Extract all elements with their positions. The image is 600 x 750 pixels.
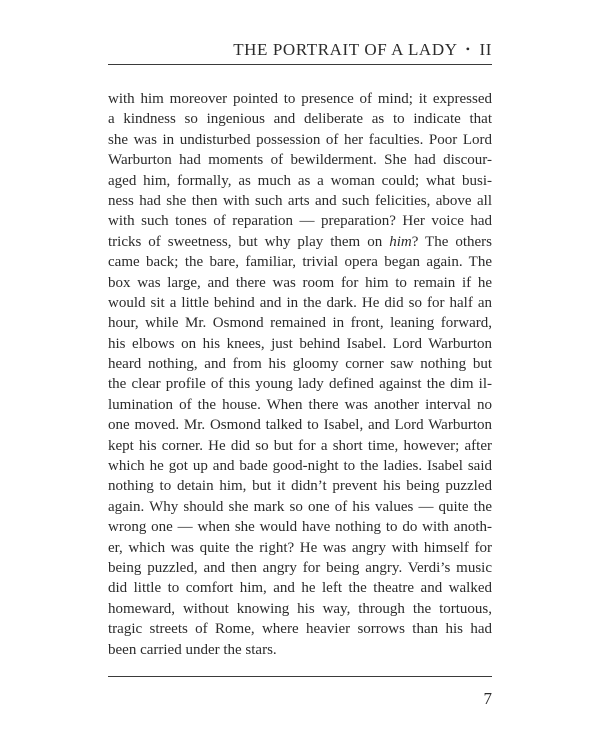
text-line: she was in undisturbed possession of her faculties. Poor Lord xyxy=(108,131,492,148)
text-line: a kindness so ingenious and deliberate as to indicate that xyxy=(108,111,492,128)
text-line: being puzzled, and then angry for being angry. Verdi’s music xyxy=(108,559,492,576)
text-line: the clear profile of this young lady defined against the dim il- xyxy=(108,376,492,393)
text-line: ness had she then with such arts and such felicities, above all xyxy=(108,192,492,209)
emphasized-word: him xyxy=(389,233,412,250)
page-number: 7 xyxy=(483,689,492,708)
running-header xyxy=(108,38,492,62)
text-line: heard nothing, and from his gloomy corner saw nothing but xyxy=(108,356,492,373)
text-line: one moved. Mr. Osmond talked to Isabel, and Lord Warburton xyxy=(108,417,492,434)
text-line: with him moreover pointed to presence of mind; it expressed xyxy=(108,91,492,107)
text-line: tragic streets of Rome, where heavier sorrows than his had xyxy=(108,621,492,638)
header-rule xyxy=(108,64,492,65)
text-line: his elbows on his knees, just behind Isabel. Lord Warburton xyxy=(108,335,492,352)
text-line: hour, while Mr. Osmond remained in front, leaning forward, xyxy=(108,315,492,332)
text-line: again. Why should she mark so one of his values — quite the xyxy=(108,498,492,515)
text-line: with such tones of reparation — preparation? Her voice had xyxy=(108,213,492,230)
running-header-title: THE PORTRAIT OF A LADY xyxy=(233,40,457,59)
text-line: wrong one — when she would have nothing to do with anoth- xyxy=(108,519,492,536)
text-line: homeward, without knowing his way, through the tortuous, xyxy=(108,600,492,617)
text-line: which he got up and bade good-night to the ladies. Isabel said xyxy=(108,458,492,475)
body-text xyxy=(108,89,492,660)
text-line-with-emphasis xyxy=(108,232,492,252)
footer-rule xyxy=(108,676,492,677)
text-line: box was large, and there was room for him to remain if he xyxy=(108,274,492,291)
text-fragment: ? The others xyxy=(411,233,493,250)
text-line: kept his corner. He did so but for a short time, however; after xyxy=(108,437,492,454)
header-ornament-icon: • xyxy=(465,42,471,56)
text-line: did little to comfort him, and he left the theatre and walked xyxy=(108,580,492,597)
text-line: er, which was quite the right? He was angry with himself for xyxy=(108,539,492,556)
running-header-chapter: II xyxy=(479,40,492,59)
text-line: Warburton had moments of bewilderment. She had discour- xyxy=(108,152,492,169)
text-line: lumination of the house. When there was another interval no xyxy=(108,396,492,413)
text-line: would sit a little behind and in the dark. He did so for half an xyxy=(108,294,492,311)
text-fragment: tricks of sweetness, but why play them on xyxy=(108,233,390,250)
text-line: aged him, formally, as much as a woman could; what busi- xyxy=(108,172,492,189)
text-line: been carried under the stars. xyxy=(108,641,277,658)
text-line: nothing to detain him, but it didn’t prevent his being puzzled xyxy=(108,478,492,495)
text-line: came back; the bare, familiar, trivial opera began again. The xyxy=(108,254,492,271)
